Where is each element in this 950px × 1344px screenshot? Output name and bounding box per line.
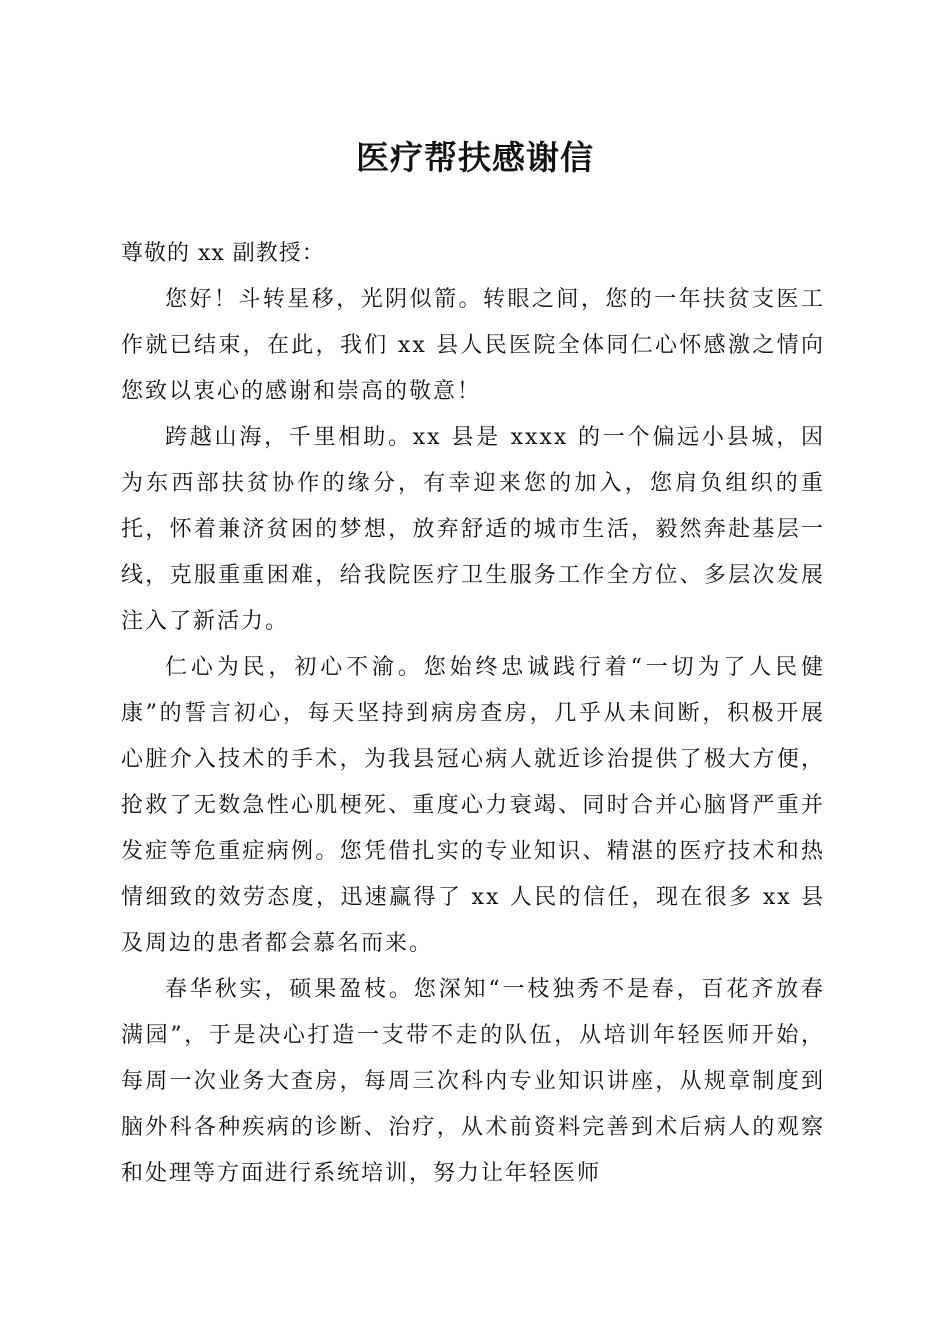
- letter-title: 医疗帮扶感谢信: [356, 138, 594, 177]
- paragraph-greeting: 您好！斗转星移，光阴似箭。转眼之间，您的一年扶贫支医工作就已结束，在此，我们 xx 县人民医院全体同仁心怀感激之情向您致以衷心的感谢和崇高的敬意！: [121, 287, 825, 404]
- letter-body: [121, 231, 825, 1197]
- paragraph-dedication: 仁心为民，初心不渝。您始终忠诚践行着“一切为了人民健康”的誓言初心，每天坚持到病房查房，几乎从未间断，积极开展心脏介入技术的手术，为我县冠心病人就近诊治提供了极大方便，抢救了无数急性心肌梗死、重度心力衰竭、同时合并心脑肾严重并发症等危重症病例。您凭借扎实的专业知识、精湛的医疗技术和热情细致的效劳态度，迅速赢得了 xx 人民的信任，现在很多 xx 县及周边的患者都会慕名而来。: [121, 655, 825, 956]
- salutation: 尊敬的 xx 副教授：: [121, 241, 325, 266]
- paragraph-training: 春华秋实，硕果盈枝。您深知“一枝独秀不是春，百花齐放春满园”，于是决心打造一支带不走的队伍，从培训年轻医师开始，每周一次业务大查房，每周三次科内专业知识讲座，从规章制度到脑外科各种疾病的诊断、治疗，从术前资料完善到术后病人的观察和处理等方面进行系统培训，努力让年轻医师: [121, 977, 825, 1186]
- paragraph-background: 跨越山海，千里相助。xx 县是 xxxx 的一个偏远小县城，因为东西部扶贫协作的缘分，有幸迎来您的加入，您肩负组织的重托，怀着兼济贫困的梦想，放弃舒适的城市生活，毅然奔赴基层一线，克服重重困难，给我院医疗卫生服务工作全方位、多层次发展注入了新活力。: [121, 425, 825, 634]
